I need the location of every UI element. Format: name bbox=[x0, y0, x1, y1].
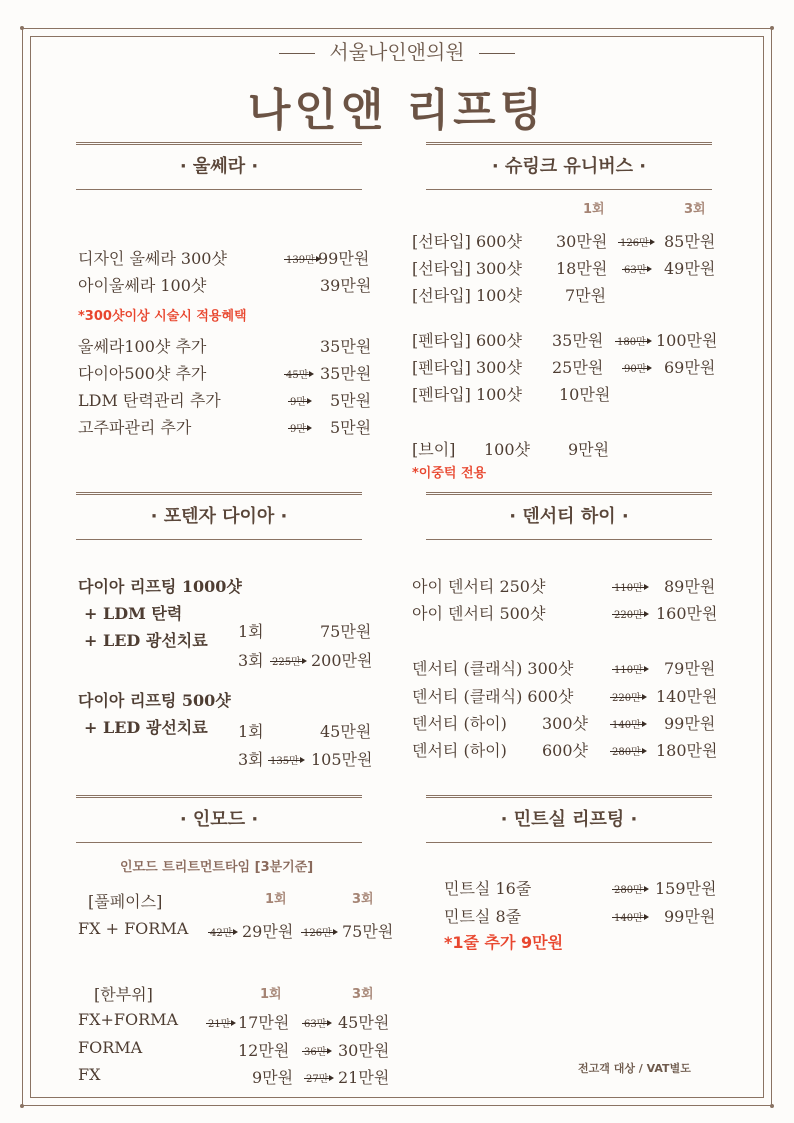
original-price: 9만 bbox=[290, 420, 306, 435]
corner-ornament bbox=[764, 1098, 780, 1114]
footer-note: 전고객 대상 / VAT별도 bbox=[578, 1062, 691, 1075]
price-1x: 29만원 bbox=[242, 922, 294, 941]
col-1x: 1회 bbox=[260, 987, 282, 1002]
price-3x: 100만원 bbox=[656, 331, 718, 350]
original-price: 140만 bbox=[614, 909, 643, 924]
shrink-note: *이중턱 전용 bbox=[412, 466, 487, 481]
shrink-line-100: [선타입] 100샷 bbox=[412, 286, 522, 305]
original-price: 42만 bbox=[210, 924, 232, 939]
col-1x: 1회 bbox=[265, 892, 287, 907]
price-3x: 45만원 bbox=[338, 1013, 390, 1032]
shrink-pen-100: [펜타입] 100샷 bbox=[412, 385, 522, 404]
ldm-add: LDM 탄력관리 추가 bbox=[78, 391, 221, 410]
corner-ornament bbox=[14, 1098, 30, 1114]
price: 105만원 bbox=[311, 750, 373, 769]
price: 160만원 bbox=[656, 604, 718, 623]
section-header-inmode: · 인모드 · bbox=[76, 795, 362, 843]
price: 35만원 bbox=[320, 364, 372, 383]
section-header-shrink: · 슈링크 유니버스 · bbox=[426, 142, 712, 190]
rf-add: 고주파관리 추가 bbox=[78, 418, 192, 437]
density-high-300: 덴서티 (하이) bbox=[412, 714, 507, 733]
price: 45만원 bbox=[320, 722, 372, 741]
potenza-a-sub2: + LED 광선치료 bbox=[84, 631, 208, 650]
ulthera-add-100: 울쎄라100샷 추가 bbox=[78, 337, 207, 356]
price-3x: 49만원 bbox=[664, 259, 716, 278]
price: 39만원 bbox=[320, 276, 372, 295]
price: 5만원 bbox=[330, 391, 372, 410]
price-1x: 9만원 bbox=[568, 440, 610, 459]
shots: 600샷 bbox=[542, 741, 588, 760]
potenza-b-sub: + LED 광선치료 bbox=[84, 718, 208, 737]
label-3x: 3회 bbox=[238, 651, 264, 670]
original-price: 126만 bbox=[303, 924, 332, 939]
inmode-full-face: [풀페이스] bbox=[88, 892, 163, 911]
original-price: 220만 bbox=[612, 689, 641, 704]
clinic-name: 서울나인앤의원 bbox=[0, 36, 794, 65]
original-price: 225만 bbox=[272, 653, 301, 668]
col-1x: 1회 bbox=[583, 202, 605, 217]
label-3x: 3회 bbox=[238, 750, 264, 769]
original-price: 63만 bbox=[624, 261, 646, 276]
price: 180만원 bbox=[656, 741, 718, 760]
inmode-forma: FORMA bbox=[78, 1038, 143, 1057]
shrink-line-600: [선타입] 600샷 bbox=[412, 232, 522, 251]
price-3x: 21만원 bbox=[338, 1068, 390, 1087]
shrink-line-300: [선타입] 300샷 bbox=[412, 259, 522, 278]
density-high-600: 덴서티 (하이) bbox=[412, 741, 507, 760]
inmode-fx-forma-full: FX + FORMA bbox=[78, 919, 189, 938]
original-price: 63만 bbox=[304, 1015, 326, 1030]
inmode-fx: FX bbox=[78, 1065, 101, 1084]
price-1x: 30만원 bbox=[556, 232, 608, 251]
price-1x: 17만원 bbox=[238, 1013, 290, 1032]
price-1x: 9만원 bbox=[252, 1068, 294, 1087]
original-price: 126만 bbox=[620, 234, 649, 249]
price: 5만원 bbox=[330, 418, 372, 437]
diamond-add-500: 다이아500샷 추가 bbox=[78, 364, 207, 383]
price-1x: 25만원 bbox=[552, 358, 604, 377]
price-1x: 18만원 bbox=[556, 259, 608, 278]
corner-ornament bbox=[14, 20, 30, 36]
original-price: 9만 bbox=[290, 393, 306, 408]
label-1x: 1회 bbox=[238, 622, 264, 641]
price-3x: 69만원 bbox=[664, 358, 716, 377]
shrink-v-shots: 100샷 bbox=[484, 440, 530, 459]
corner-ornament bbox=[764, 20, 780, 36]
original-price: 280만 bbox=[612, 743, 641, 758]
original-price: 180만 bbox=[617, 333, 646, 348]
col-3x: 3회 bbox=[684, 202, 706, 217]
shrink-pen-300: [펜타입] 300샷 bbox=[412, 358, 522, 377]
density-classic-600: 덴서티 (클래식) 600샷 bbox=[412, 687, 574, 706]
original-price: 135만 bbox=[270, 752, 299, 767]
potenza-b-title: 다이아 리프팅 500샷 bbox=[78, 691, 231, 710]
price-3x: 75만원 bbox=[342, 922, 394, 941]
shrink-pen-600: [펜타입] 600샷 bbox=[412, 331, 522, 350]
inmode-partial: [한부위] bbox=[94, 985, 153, 1004]
shots: 300샷 bbox=[542, 714, 588, 733]
price-1x: 35만원 bbox=[552, 331, 604, 350]
original-price: 280만 bbox=[614, 881, 643, 896]
price: 99만원 bbox=[318, 249, 370, 268]
inmode-subtitle: 인모드 트리트먼트타임 [3분기준] bbox=[120, 860, 314, 875]
potenza-a-title: 다이아 리프팅 1000샷 bbox=[78, 577, 242, 596]
price-3x: 85만원 bbox=[664, 232, 716, 251]
original-price: 220만 bbox=[614, 606, 643, 621]
original-price: 140만 bbox=[612, 716, 641, 731]
price-1x: 7만원 bbox=[565, 286, 607, 305]
price-1x: 10만원 bbox=[559, 385, 611, 404]
price: 200만원 bbox=[311, 651, 373, 670]
section-header-potenza: · 포텐자 다이아 · bbox=[76, 492, 362, 540]
section-header-ulthera: · 울쎄라 · bbox=[76, 142, 362, 190]
col-3x: 3회 bbox=[352, 987, 374, 1002]
price-1x: 12만원 bbox=[238, 1041, 290, 1060]
col-3x: 3회 bbox=[352, 892, 374, 907]
density-eye-250: 아이 덴서티 250샷 bbox=[412, 577, 546, 596]
density-eye-500: 아이 덴서티 500샷 bbox=[412, 604, 546, 623]
original-price: 110만 bbox=[614, 661, 643, 676]
price: 79만원 bbox=[664, 659, 716, 678]
price: 159만원 bbox=[655, 879, 717, 898]
ulthera-note: *300샷이상 시술시 적용혜택 bbox=[78, 309, 247, 324]
inmode-fx-forma: FX+FORMA bbox=[78, 1010, 179, 1029]
original-price: 110만 bbox=[614, 579, 643, 594]
shrink-v: [브이] bbox=[412, 440, 456, 459]
original-price: 90만 bbox=[624, 360, 646, 375]
density-classic-300: 덴서티 (클래식) 300샷 bbox=[412, 659, 574, 678]
original-price: 21만 bbox=[208, 1015, 230, 1030]
price: 89만원 bbox=[664, 577, 716, 596]
mint-note: *1줄 추가 9만원 bbox=[444, 933, 564, 952]
price-3x: 30만원 bbox=[338, 1041, 390, 1060]
section-header-density: · 덴서티 하이 · bbox=[426, 492, 712, 540]
price: 140만원 bbox=[656, 687, 718, 706]
price: 99만원 bbox=[664, 714, 716, 733]
ulthera-eye-100: 아이울쎄라 100샷 bbox=[78, 276, 207, 295]
original-price: 27만 bbox=[306, 1070, 328, 1085]
original-price: 139만 bbox=[286, 251, 315, 266]
section-header-mint: · 민트실 리프팅 · bbox=[426, 795, 712, 843]
price: 75만원 bbox=[320, 622, 372, 641]
page-title: 나인앤 리프팅 bbox=[247, 85, 547, 136]
price: 35만원 bbox=[320, 337, 372, 356]
original-price: 45만 bbox=[286, 366, 308, 381]
inner-frame bbox=[30, 36, 764, 1098]
price: 99만원 bbox=[664, 907, 716, 926]
ulthera-design-300: 디자인 울쎄라 300샷 bbox=[78, 249, 227, 268]
mint-8: 민트실 8줄 bbox=[444, 907, 522, 926]
label-1x: 1회 bbox=[238, 722, 264, 741]
potenza-a-sub1: + LDM 탄력 bbox=[84, 604, 183, 623]
mint-16: 민트실 16줄 bbox=[444, 879, 532, 898]
original-price: 36만 bbox=[304, 1043, 326, 1058]
